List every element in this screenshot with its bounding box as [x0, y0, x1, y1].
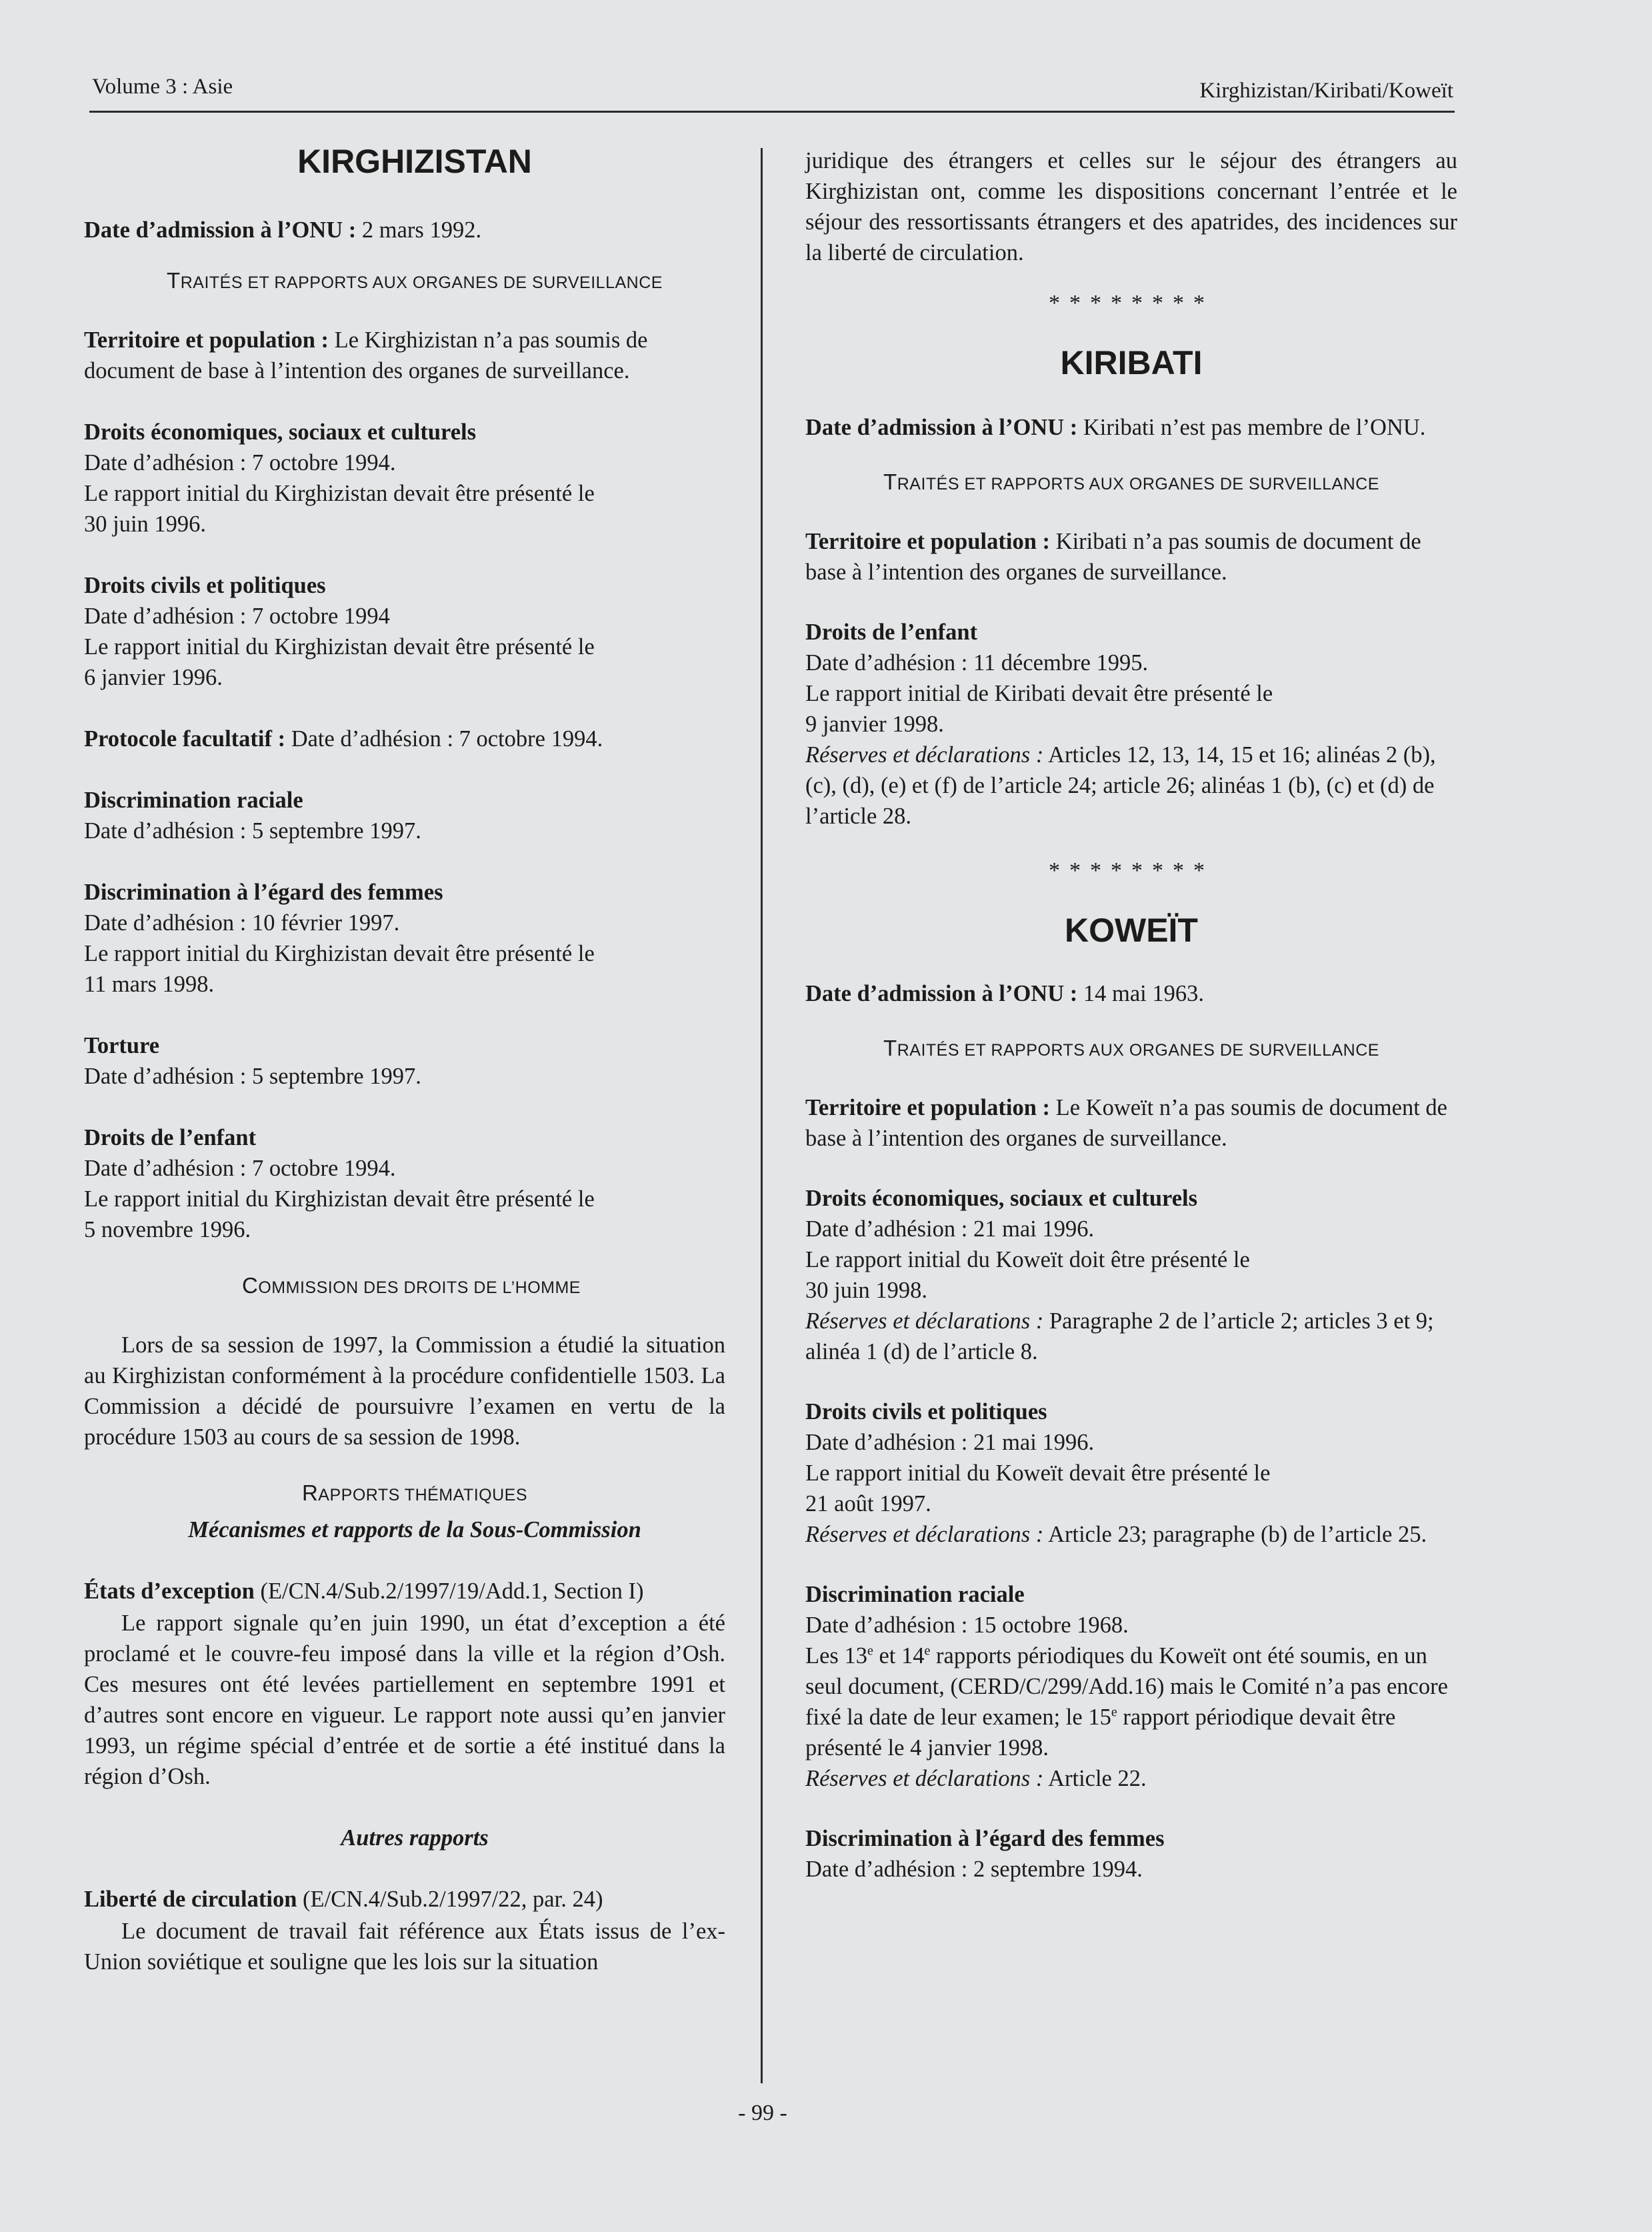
section-heading-commission: COMMISSION DES DROITS DE L’HOMME: [242, 1273, 581, 1298]
continuation-paragraph: juridique des étrangers et celles sur le séjour des étrangers au Kirghizistan ont, comme les dispositions concernant l’entrée et le séjour des ressortissants étrangers et des apatrides, des incidences sur la liberté de circulation.: [805, 148, 1457, 265]
running-header-volume: Volume 3 : Asie: [92, 75, 233, 99]
header-rule: [89, 111, 1455, 113]
treaty-title: Droits de l’enfant: [805, 620, 978, 645]
treaty-title: Discrimination à l’égard des femmes: [805, 1826, 1165, 1851]
subheading-mecanismes: Mécanismes et rapports de la Sous-Commission: [188, 1517, 641, 1542]
treaty-title: Droits civils et politiques: [84, 573, 326, 598]
territoire-population: Territoire et population : Le Koweït n’a pas soumis de document de base à l’intention des organes de surveillance.: [805, 1095, 1447, 1151]
treaty-block-de: Droits de l’enfant Date d’adhésion : 11 décembre 1995. Le rapport initial de Kiribati devait être présenté le 9 janvier 1998. Réserves et déclarations : Articles 12, 13, 14, 15 et 16; alinéas 2 (b), (c), (d), (e) et (f) de l’article 24; article 26; alinéas 1 (b), (c) et (d) de l’article 28.: [805, 617, 1457, 832]
liberte-circulation-paragraph: Le document de travail fait référence aux États issus de l’ex-Union soviétique et souligne que les lois sur la situation: [84, 1919, 725, 1975]
treaty-block-desc: Droits économiques, sociaux et culturels Date d’adhésion : 7 octobre 1994. Le rapport initial du Kirghizistan devait être présenté le 30 juin 1996.: [84, 417, 725, 539]
country-title-kirghizistan: KIRGHIZISTAN: [297, 143, 532, 180]
periodic-reports-text: Les 13e et 14e rapports périodiques du Koweït ont été soumis, en un seul document, (CERD/C/299/Add.16) mais le Comité n’a pas encore fixé la date de leur examen; le 15e rapport périodique devait être présenté le 4 janvier 1998.: [805, 1643, 1448, 1761]
right-column: [805, 145, 1457, 1885]
reserves-declarations: Réserves et déclarations : Article 22.: [805, 1766, 1147, 1791]
treaty-title: Droits de l’enfant: [84, 1125, 257, 1150]
reserves-declarations: Réserves et déclarations : Article 23; paragraphe (b) de l’article 25.: [805, 1522, 1427, 1547]
treaty-block-df: Discrimination à l’égard des femmes Date d’adhésion : 2 septembre 1994.: [805, 1823, 1457, 1885]
section-heading-rapports: RAPPORTS THÉMATIQUES: [301, 1480, 528, 1505]
running-header-countries: Kirghizistan/Kiribati/Koweït: [1199, 79, 1453, 103]
etats-exception-paragraph: Le rapport signale qu’en juin 1990, un état d’exception a été proclamé et le couvre-feu imposé dans la ville et la région d’Osh. Ces mesures ont été levées partiellement en septembre 1991 et d’autres sont encore en vigueur. Le rapport note aussi qu’en janvier 1993, un régime spécial d’entrée et de sortie a été institué dans la région d’Osh.: [84, 1610, 725, 1789]
treaty-title: Discrimination raciale: [84, 788, 303, 813]
reserves-declarations: Réserves et déclarations : Paragraphe 2 de l’article 2; articles 3 et 9; alinéa 1 (d) de l’article 8.: [805, 1308, 1434, 1364]
section-heading-treaties: TRAITÉS ET RAPPORTS AUX ORGANES DE SURVEILLANCE: [167, 268, 663, 293]
column-divider: [761, 148, 763, 2083]
treaty-block-dr: Discrimination raciale Date d’adhésion : 5 septembre 1997.: [84, 785, 725, 846]
treaty-title: Droits économiques, sociaux et culturels: [84, 419, 477, 445]
treaty-block-dr: Discrimination raciale Date d’adhésion : 15 octobre 1968. Les 13e et 14e rapports périodiques du Koweït ont été soumis, en un seul document, (CERD/C/299/Add.16) mais le Comité n’a pas encore fixé la date de leur examen; le 15e rapport périodique devait être présenté le 4 janvier 1998. Réserves et déclarations : Article 22.: [805, 1579, 1457, 1794]
admission-date: Date d’admission à l’ONU : 14 mai 1963.: [805, 981, 1204, 1006]
left-column: [84, 141, 725, 1977]
treaty-block-dcp: Droits civils et politiques Date d’adhésion : 7 octobre 1994 Le rapport initial du Kirghizistan devait être présenté le 6 janvier 1996.: [84, 570, 725, 693]
treaty-block-desc: Droits économiques, sociaux et culturels Date d’adhésion : 21 mai 1996. Le rapport initial du Koweït doit être présenté le 30 juin 1998. Réserves et déclarations : Paragraphe 2 de l’article 2; articles 3 et 9; alinéa 1 (d) de l’article 8.: [805, 1183, 1457, 1367]
separator-stars: ********: [1049, 291, 1214, 315]
admission-date: Date d’admission à l’ONU : 2 mars 1992.: [84, 217, 482, 243]
reserves-declarations: Réserves et déclarations : Articles 12, 13, 14, 15 et 16; alinéas 2 (b), (c), (d), (e) et (f) de l’article 24; article 26; alinéas 1 (b), (c) et (d) de l’article 28.: [805, 742, 1436, 829]
treaty-block-de: Droits de l’enfant Date d’adhésion : 7 octobre 1994. Le rapport initial du Kirghizistan devait être présenté le 5 novembre 1996.: [84, 1122, 725, 1245]
treaty-block-torture: Torture Date d’adhésion : 5 septembre 1997.: [84, 1030, 725, 1092]
territoire-population: Territoire et population : Le Kirghizistan n’a pas soumis de document de base à l’intention des organes de surveillance.: [84, 327, 648, 383]
country-title-kiribati: KIRIBATI: [1060, 344, 1203, 381]
commission-paragraph: Lors de sa session de 1997, la Commission a étudié la situation au Kirghizistan conformément à la procédure confidentielle 1503. La Commission a décidé de poursuivre l’examen en vertu de la procédure 1503 au cours de sa session de 1998.: [84, 1332, 725, 1450]
section-heading-treaties: TRAITÉS ET RAPPORTS AUX ORGANES DE SURVEILLANCE: [883, 469, 1379, 494]
protocole-facultatif: Protocole facultatif : Date d’adhésion : 7 octobre 1994.: [84, 726, 603, 752]
treaty-title: Torture: [84, 1033, 160, 1058]
subheading-autres-rapports: Autres rapports: [341, 1825, 489, 1851]
treaty-title: Droits civils et politiques: [805, 1399, 1047, 1424]
section-heading-treaties: TRAITÉS ET RAPPORTS AUX ORGANES DE SURVEILLANCE: [883, 1036, 1379, 1060]
admission-date: Date d’admission à l’ONU : Kiribati n’est pas membre de l’ONU.: [805, 415, 1426, 440]
treaty-block-df: Discrimination à l’égard des femmes Date d’adhésion : 10 février 1997. Le rapport initial du Kirghizistan devait être présenté le 11 mars 1998.: [84, 877, 725, 1000]
treaty-title: Droits économiques, sociaux et culturels: [805, 1186, 1198, 1211]
treaty-title: Discrimination à l’égard des femmes: [84, 880, 443, 905]
treaty-title: Discrimination raciale: [805, 1582, 1025, 1607]
country-title-koweit: KOWEÏT: [1065, 912, 1198, 949]
treaty-block-dcp: Droits civils et politiques Date d’adhésion : 21 mai 1996. Le rapport initial du Koweït devait être présenté le 21 août 1997. Réserves et déclarations : Article 23; paragraphe (b) de l’article 25.: [805, 1396, 1457, 1550]
territoire-population: Territoire et population : Kiribati n’a pas soumis de document de base à l’intention des organes de surveillance.: [805, 529, 1421, 585]
page-number: - 99 -: [738, 2101, 787, 2125]
liberte-circulation-title: Liberté de circulation (E/CN.4/Sub.2/1997/22, par. 24): [84, 1887, 603, 1912]
etats-exception-title: États d’exception (E/CN.4/Sub.2/1997/19/Add.1, Section I): [84, 1578, 644, 1604]
separator-stars: ********: [1049, 858, 1214, 883]
